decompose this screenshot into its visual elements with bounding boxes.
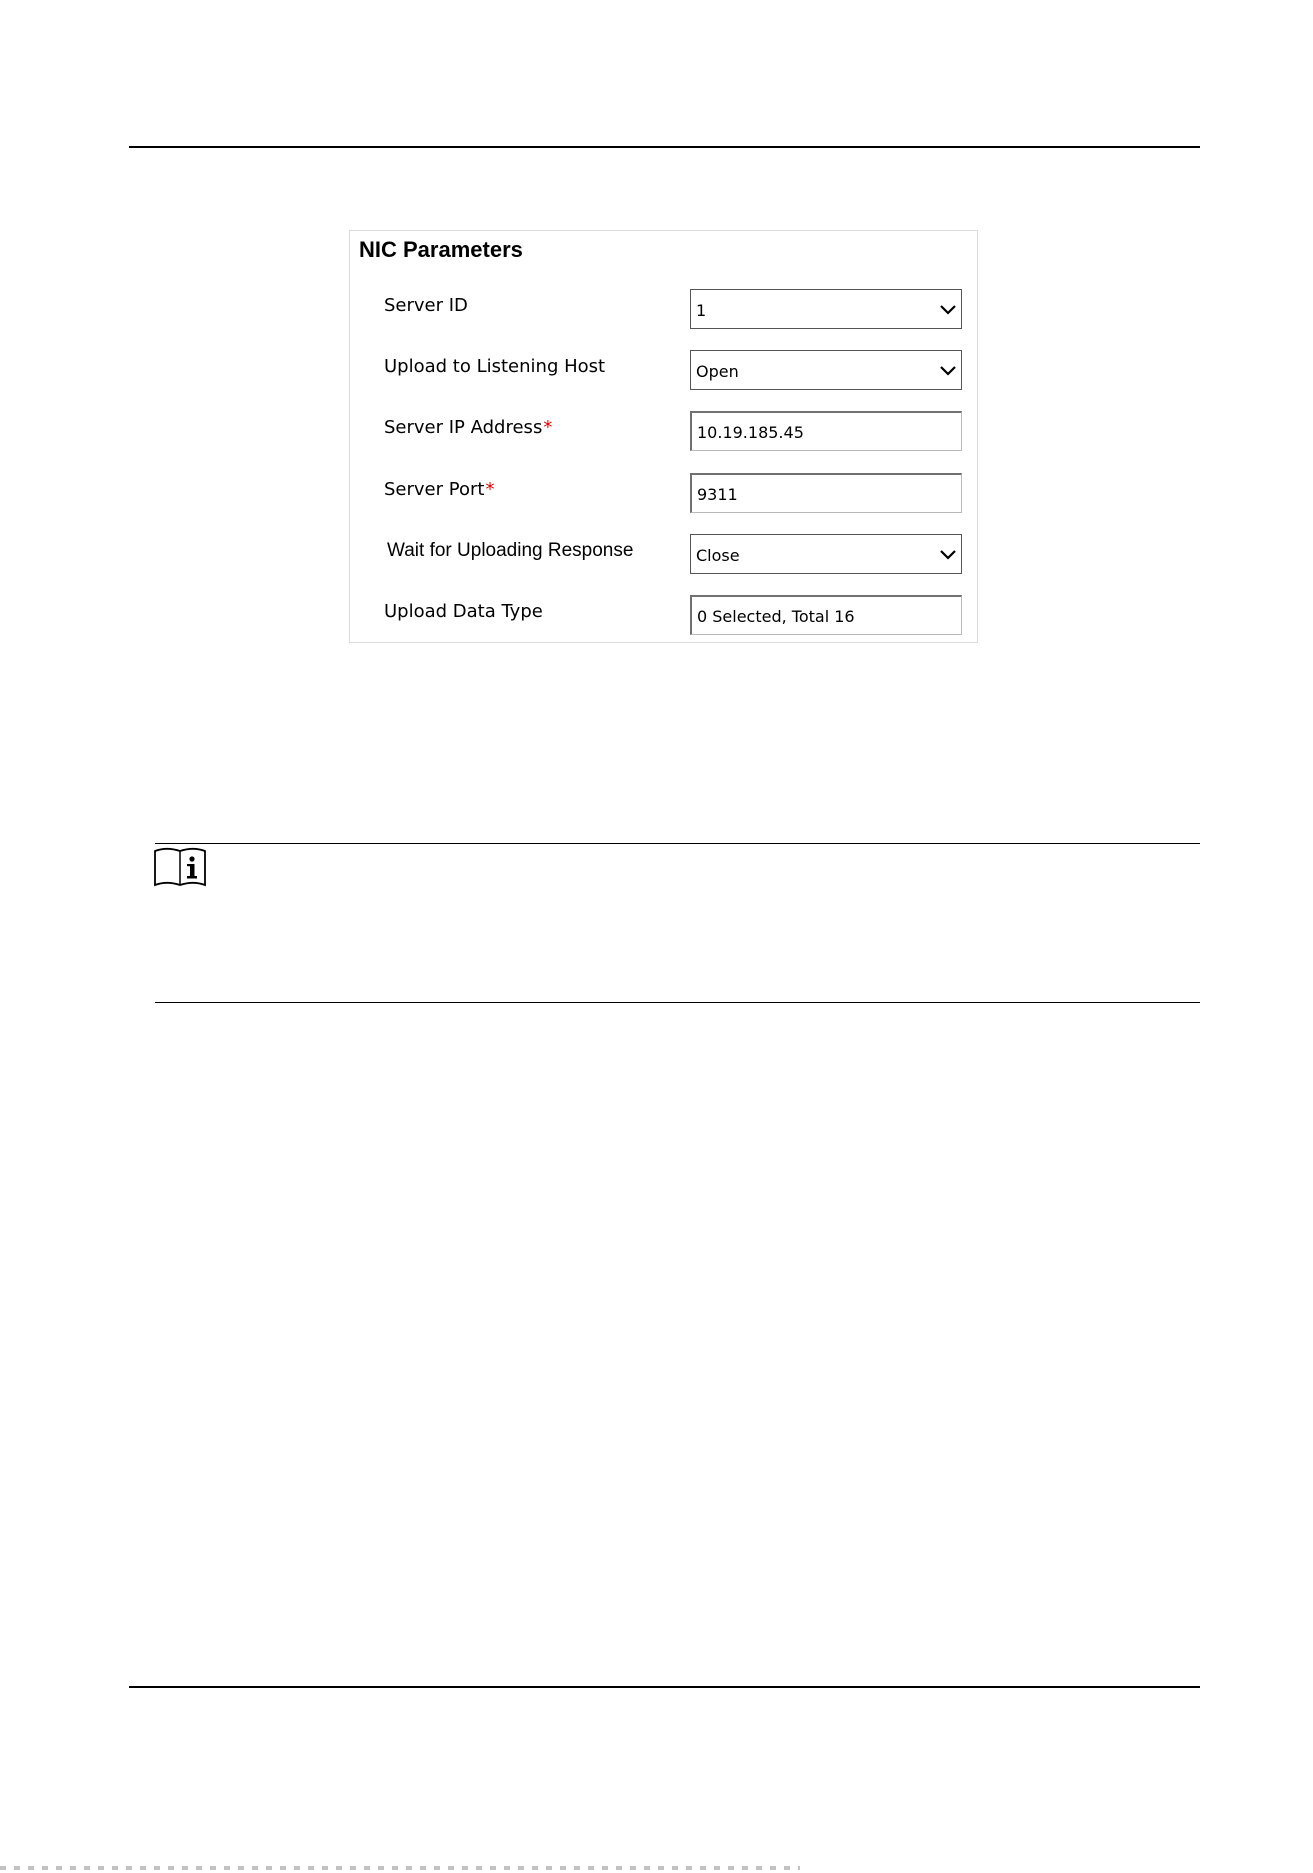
server-ip-address-input[interactable] [690, 411, 962, 451]
footer-rule [129, 1686, 1200, 1688]
upload-data-type-value: 0 Selected, Total 16 [697, 607, 855, 626]
server-ip-address-row [350, 411, 977, 451]
header-rule [129, 146, 1200, 148]
upload-listening-host-row [350, 350, 977, 390]
server-ip-address-value: 10.19.185.45 [697, 423, 804, 442]
wait-uploading-response-value: Close [696, 546, 740, 565]
upload-listening-host-value: Open [696, 362, 739, 381]
wait-uploading-response-label: Wait for Uploading Response [387, 540, 634, 561]
panel-title: NIC Parameters [359, 237, 523, 262]
required-asterisk: * [543, 417, 553, 438]
chevron-down-icon[interactable] [938, 300, 958, 320]
server-port-label-text: Server Port [384, 479, 485, 500]
chevron-down-icon[interactable] [938, 545, 958, 565]
wait-uploading-response-select[interactable] [690, 534, 962, 574]
note-bottom-rule [155, 1002, 1200, 1003]
upload-data-type-row [350, 595, 977, 635]
server-id-label: Server ID [384, 295, 468, 316]
note-top-rule [155, 843, 1200, 844]
wait-uploading-response-row [350, 534, 977, 574]
upload-listening-host-label: Upload to Listening Host [384, 356, 606, 377]
chevron-down-icon[interactable] [938, 361, 958, 381]
nic-parameters-panel [349, 230, 978, 643]
upload-listening-host-select[interactable] [690, 350, 962, 390]
upload-data-type-input[interactable] [690, 595, 962, 635]
server-ip-address-label [384, 417, 552, 438]
server-port-input[interactable] [690, 473, 962, 513]
server-port-value: 9311 [697, 485, 738, 504]
server-ip-address-label-text: Server IP Address [384, 417, 543, 438]
server-id-select[interactable] [690, 289, 962, 329]
server-id-row [350, 289, 977, 329]
note-book-info-icon [153, 847, 207, 887]
server-id-value: 1 [696, 301, 707, 320]
server-port-label [384, 479, 494, 500]
upload-data-type-label: Upload Data Type [384, 601, 543, 622]
server-port-row [350, 473, 977, 513]
required-asterisk: * [485, 479, 495, 500]
footer-artifact [0, 1866, 800, 1870]
